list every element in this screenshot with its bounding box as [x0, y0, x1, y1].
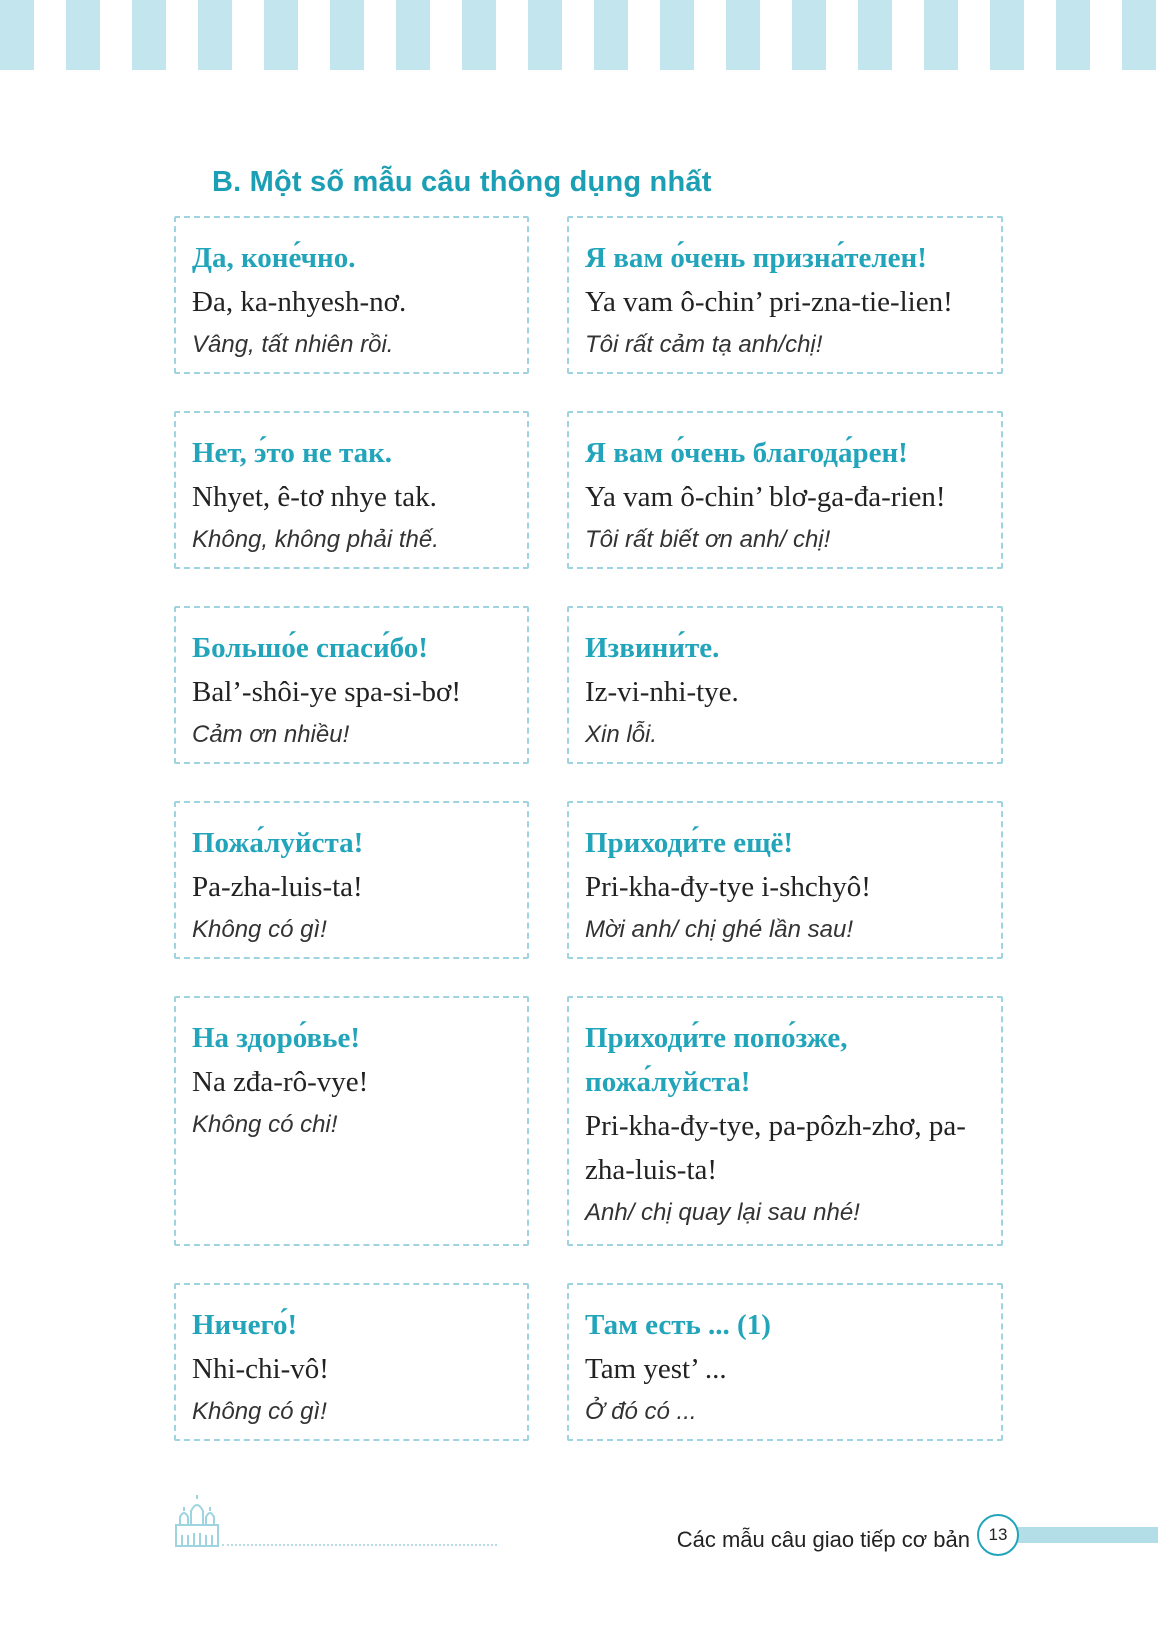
cathedral-icon	[172, 1495, 222, 1547]
phrase-russian: Извини́те.	[585, 632, 720, 664]
phrase-vietnamese: Ở đó có ...	[585, 1398, 697, 1425]
phrase-transliteration: Ya vam ô-chin’ blơ-ga-đa-rien!	[585, 481, 946, 513]
phrase-transliteration: Bal’-shôi-ye spa-si-bơ!	[192, 676, 462, 708]
phrase-vietnamese: Không có chi!	[192, 1111, 338, 1138]
phrase-card	[567, 411, 1003, 569]
phrase-russian: Там есть ... (1)	[585, 1309, 771, 1341]
phrase-transliteration: Pri-kha-đy-tye i-shchyô!	[585, 871, 871, 903]
phrase-russian: Приходи́те попо́зже, пожа́луйста!	[585, 1022, 848, 1098]
phrase-russian: Нет, э́то не так.	[192, 437, 393, 469]
phrase-russian: Я вам о́чень благода́рен!	[585, 437, 908, 469]
phrase-vietnamese: Tôi rất cảm tạ anh/chị!	[585, 331, 823, 358]
phrase-transliteration: Nhyet, ê-tơ nhye tak.	[192, 481, 437, 513]
phrase-card	[567, 801, 1003, 959]
phrase-transliteration: Tam yest’ ...	[585, 1353, 727, 1385]
footer-dotted-rule	[222, 1544, 497, 1546]
phrase-card	[174, 1283, 529, 1441]
phrase-transliteration: Iz-vi-nhi-tye.	[585, 676, 739, 708]
phrase-transliteration: Na zđa-rô-vye!	[192, 1066, 369, 1098]
phrase-vietnamese: Không có gì!	[192, 1398, 327, 1425]
phrase-vietnamese: Vâng, tất nhiên rồi.	[192, 331, 394, 358]
phrase-vietnamese: Xin lỗi.	[585, 721, 658, 748]
phrase-transliteration: Nhi-chi-vô!	[192, 1353, 329, 1385]
phrase-card	[174, 801, 529, 959]
phrase-card	[174, 216, 529, 374]
section-title: B. Một số mẫu câu thông dụng nhất	[212, 166, 712, 198]
phrase-russian: Да, коне́чно.	[192, 242, 356, 274]
phrase-card	[174, 411, 529, 569]
phrase-russian: Ничего́!	[192, 1309, 298, 1341]
phrase-russian: Пожа́луйста!	[192, 827, 364, 859]
phrase-vietnamese: Anh/ chị quay lại sau nhé!	[585, 1199, 860, 1226]
phrase-russian: На здоро́вье!	[192, 1022, 361, 1054]
phrase-vietnamese: Không, không phải thế.	[192, 526, 439, 553]
phrase-card	[174, 996, 529, 1246]
page-number: 13	[977, 1514, 1019, 1556]
phrase-vietnamese: Không có gì!	[192, 916, 327, 943]
phrase-card	[174, 606, 529, 764]
phrase-card	[567, 1283, 1003, 1441]
phrase-vietnamese: Mời anh/ chị ghé lần sau!	[585, 916, 853, 943]
phrase-vietnamese: Tôi rất biết ơn anh/ chị!	[585, 526, 831, 553]
phrase-transliteration: Ya vam ô-chin’ pri-zna-tie-lien!	[585, 286, 953, 318]
phrase-russian: Приходи́те ещё!	[585, 827, 794, 859]
phrase-card	[567, 216, 1003, 374]
top-stripe-band	[0, 0, 1158, 70]
phrase-russian: Большо́е спаси́бо!	[192, 632, 428, 664]
phrase-transliteration: Pri-kha-đy-tye, pa-pôzh-zhơ, pa-zha-luis-ta!	[585, 1110, 966, 1186]
footer-accent-bar	[1010, 1527, 1158, 1543]
footer-chapter-title: Các mẫu câu giao tiếp cơ bản	[676, 1527, 970, 1552]
phrase-russian: Я вам о́чень призна́телен!	[585, 242, 927, 274]
phrase-card	[567, 606, 1003, 764]
phrase-card	[567, 996, 1003, 1246]
phrase-transliteration: Pa-zha-luis-ta!	[192, 871, 363, 903]
phrase-transliteration: Đa, ka-nhyesh-nơ.	[192, 286, 407, 318]
phrase-vietnamese: Cảm ơn nhiều!	[192, 721, 350, 748]
